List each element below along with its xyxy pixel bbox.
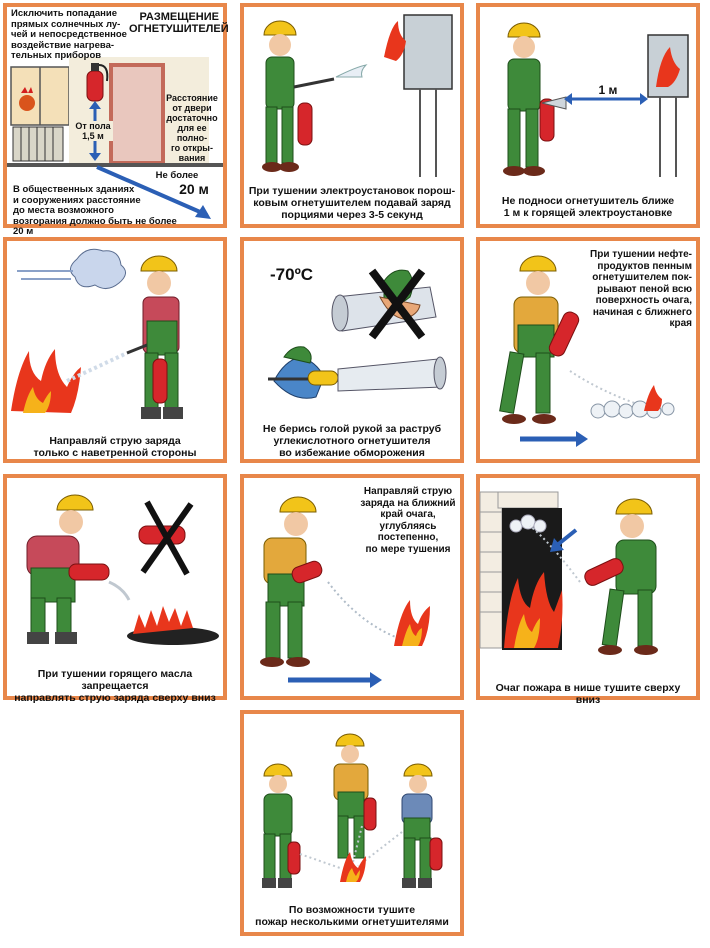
worker-figure-center xyxy=(334,734,368,858)
placement-bottom-caption: В общественных зданиях и сооружениях расстояние до места возможного возгорания должно быть не более 20 м xyxy=(13,184,177,237)
multiple-extinguishers-illustration xyxy=(244,714,460,932)
flame-icon xyxy=(644,385,662,411)
height-label: От пола 1,5 м xyxy=(73,121,113,141)
worker-figure-left xyxy=(262,764,292,888)
panel-8-caption: Направляй струю заряда на ближний край очага, углубляясь постепенно, по мере тушения xyxy=(360,486,456,555)
rooster-icon xyxy=(19,95,35,111)
temperature-label: -70ºC xyxy=(270,265,314,284)
worker-figure xyxy=(260,497,316,667)
panel-near-edge xyxy=(240,474,464,700)
door-note: Расстояние от двери достаточно для ее полно- го откры- вания xyxy=(166,93,218,163)
flame-icon xyxy=(384,21,406,61)
panel-7-caption: При тушении горящего масла запрещается направлять струю заряда сверху вниз xyxy=(14,668,216,704)
extinguisher-icon xyxy=(298,103,312,145)
panel-3-caption: Не подноси огнетушитель ближе 1 м к горящей электроустановке xyxy=(501,195,675,219)
keep-distance-illustration xyxy=(480,7,696,224)
panel-placement xyxy=(3,3,229,237)
burning-oil-illustration xyxy=(7,478,223,696)
powder-cloud xyxy=(336,65,366,77)
extinguisher-icon xyxy=(430,838,442,870)
panel-2-caption: При тушении электроустановок порош- ковым огнетушителем подавай заряд порциями через 3-5 секунд xyxy=(248,185,456,221)
panel-keep-distance xyxy=(476,3,700,228)
panel-multiple xyxy=(240,710,464,936)
electrical-box-icon xyxy=(404,15,452,89)
radiator-icon xyxy=(13,127,63,161)
gloved-hand-horn xyxy=(268,347,446,399)
panel-foam xyxy=(476,237,700,463)
panel-6-caption: При тушении нефте- продуктов пенным огнетушителем пок- рывают пеной всю поверхность очага, начиная с ближнего края xyxy=(590,249,692,329)
panel-niche xyxy=(476,474,700,706)
crossed-extinguisher-icon xyxy=(139,502,191,574)
panel-10-caption: По возможности тушите пожар несколькими огнетушителями xyxy=(255,904,449,928)
worker-figure xyxy=(503,23,545,176)
windward-illustration xyxy=(7,241,223,459)
extinguisher-icon xyxy=(153,359,167,403)
extinguisher-icon xyxy=(69,564,109,580)
distance-label: 1 м xyxy=(598,83,618,97)
niche-illustration xyxy=(480,478,696,696)
extinguisher-icon xyxy=(364,798,376,830)
wind-cloud-icon xyxy=(70,249,125,288)
panel-9-caption: Очаг пожара в нише тушите сверху вниз xyxy=(495,682,681,706)
panel-windward xyxy=(3,237,227,463)
worker-figure-right xyxy=(402,764,432,888)
worker-figure xyxy=(262,21,299,172)
distance-value: 20 м xyxy=(179,181,209,197)
extinguisher-icon xyxy=(288,842,300,874)
panel-5-caption: Не берись голой рукой за раструб углекислотного огнетушителя во избежание обморожения xyxy=(262,423,442,459)
worker-figure xyxy=(500,256,558,424)
panel-4-caption: Направляй струю заряда только с наветренной стороны xyxy=(33,435,197,459)
panel-electrical-powder xyxy=(240,3,464,228)
placement-title: РАЗМЕЩЕНИЕ ОГНЕТУШИТЕЛЕЙ xyxy=(129,11,229,35)
placement-top-caption: Исключить попадание прямых солнечных лу- чей и непосредственное воздействие нагрева- тельных приборов xyxy=(11,8,127,61)
distance-prefix: Не более xyxy=(155,170,199,181)
panel-burning-oil xyxy=(3,474,227,704)
panel-co2-horn xyxy=(240,237,464,463)
